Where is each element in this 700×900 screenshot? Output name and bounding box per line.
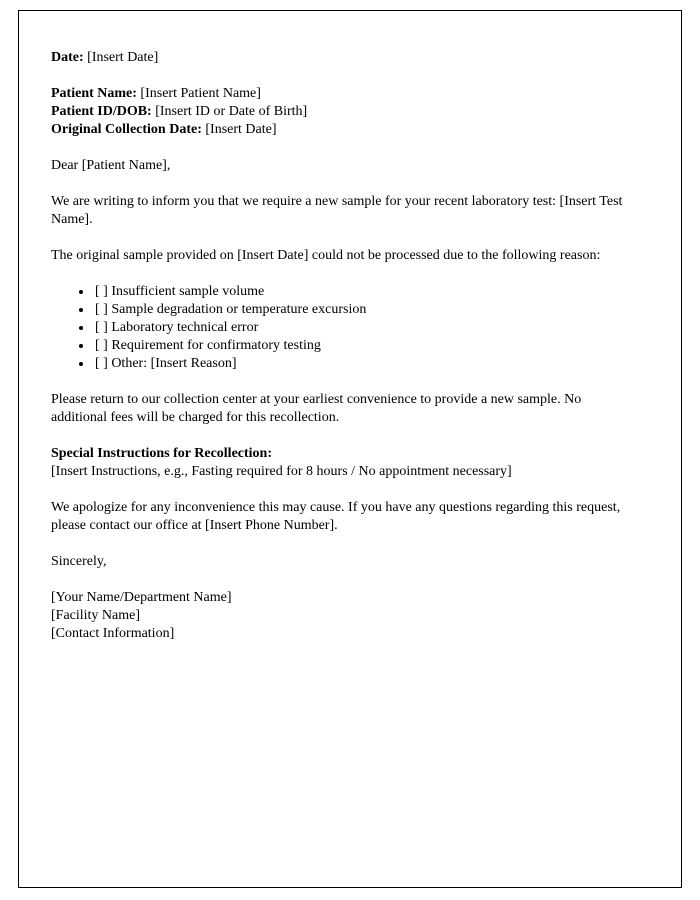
date-value: [Insert Date] <box>83 50 159 65</box>
signature-contact: [Contact Information] <box>51 626 175 641</box>
checklist-item-technical-error: • [ ] Laboratory technical error <box>93 319 631 337</box>
checklist-item-confirmatory-testing: • [ ] Requirement for confirmatory testing <box>93 337 631 355</box>
patient-id-label: Patient ID/DOB: <box>51 104 152 119</box>
patient-id-line <box>51 103 631 121</box>
collection-date-value: [Insert Date] <box>201 122 277 137</box>
paragraph-return: Please return to our collection center at your earliest convenience to provide a new sample. No additional fees will be charged for this recollection. <box>51 392 582 425</box>
patient-name-line <box>51 85 631 103</box>
paragraph-apology: We apologize for any inconvenience this may cause. If you have any questions regarding this request, please contact our office at [Insert Phone Number]. <box>51 500 621 533</box>
patient-name-value: [Insert Patient Name] <box>136 86 261 101</box>
special-instructions-value: [Insert Instructions, e.g., Fasting required for 8 hours / No appointment necessary] <box>51 464 512 479</box>
checklist-item-other: • [ ] Other: [Insert Reason] <box>93 355 631 373</box>
paragraph-reason: The original sample provided on [Insert Date] could not be processed due to the following reason: <box>51 248 601 263</box>
salutation: Dear [Patient Name], <box>51 158 171 173</box>
date-line <box>51 49 631 67</box>
signature-facility: [Facility Name] <box>51 608 141 623</box>
special-instructions-heading: Special Instructions for Recollection: <box>51 446 272 461</box>
collection-date-line <box>51 121 631 139</box>
patient-name-label: Patient Name: <box>51 86 137 101</box>
patient-id-value: [Insert ID or Date of Birth] <box>151 104 308 119</box>
signature-name: [Your Name/Department Name] <box>51 590 232 605</box>
paragraph-intro: We are writing to inform you that we require a new sample for your recent laboratory test: [Insert Test Name]. <box>51 194 623 227</box>
checklist-item-insufficient-volume: • [ ] Insufficient sample volume <box>93 283 631 301</box>
collection-date-label: Original Collection Date: <box>51 122 202 137</box>
letter-document <box>18 10 682 888</box>
checklist-item-degradation: • [ ] Sample degradation or temperature excursion <box>93 301 631 319</box>
reason-checklist <box>51 283 631 373</box>
closing: Sincerely, <box>51 554 107 569</box>
signature-block <box>51 589 631 643</box>
date-label: Date: <box>51 50 84 65</box>
